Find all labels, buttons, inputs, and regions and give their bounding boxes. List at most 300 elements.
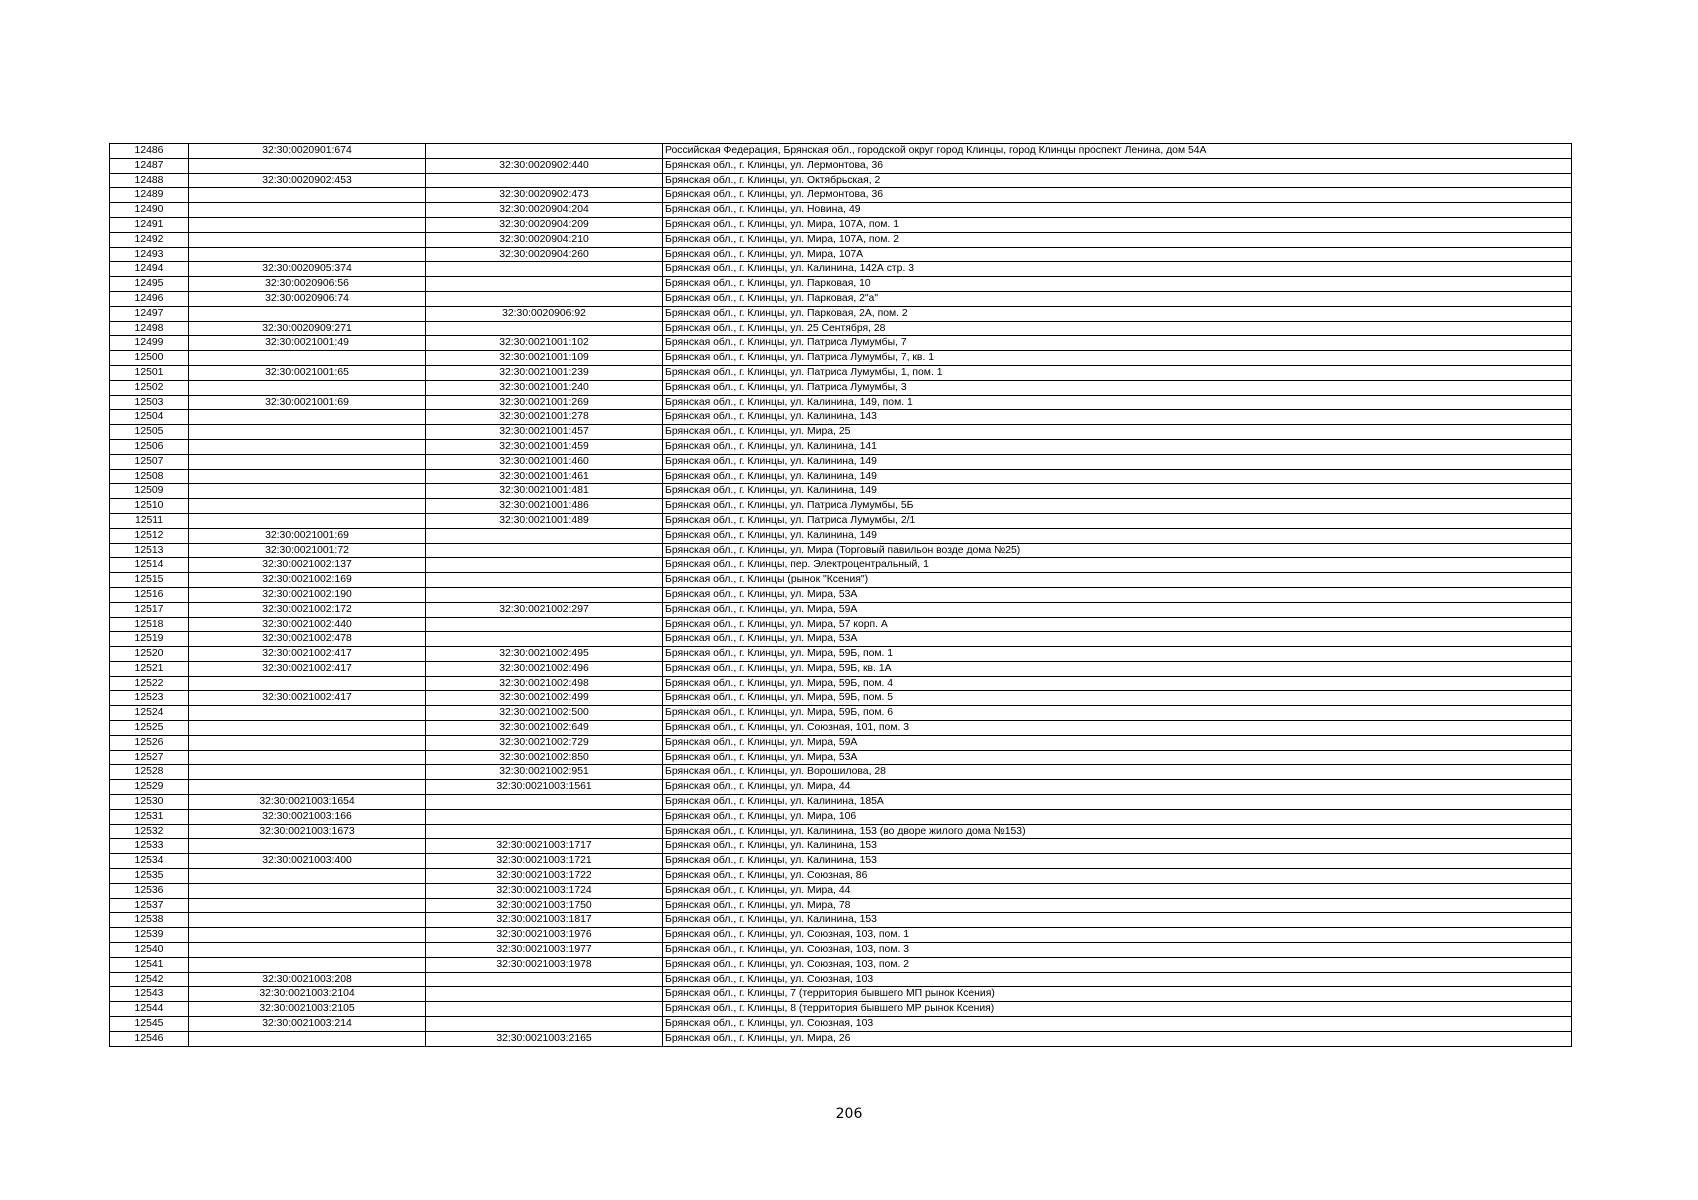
address-cell: Брянская обл., г. Клинцы, ул. Калинина, 149 — [663, 469, 1572, 484]
cadastral-number-cell — [189, 735, 426, 750]
table-row — [110, 750, 1572, 765]
cadastral-number-cell: 32:30:0021002:495 — [426, 647, 663, 662]
address-cell: Брянская обл., г. Клинцы, ул. Калинина, 149 — [663, 454, 1572, 469]
row-number-cell: 12508 — [110, 469, 189, 484]
row-number-cell: 12514 — [110, 558, 189, 573]
cadastral-number-cell: 32:30:0021002:498 — [426, 676, 663, 691]
row-number-cell: 12534 — [110, 854, 189, 869]
address-cell: Брянская обл., г. Клинцы, ул. Парковая, 2"а" — [663, 291, 1572, 306]
row-number-cell: 12499 — [110, 336, 189, 351]
cadastral-number-cell: 32:30:0021003:2165 — [426, 1031, 663, 1046]
cadastral-number-cell: 32:30:0021001:239 — [426, 365, 663, 380]
cadastral-number-cell — [426, 1017, 663, 1032]
cadastral-number-cell — [426, 972, 663, 987]
row-number-cell: 12521 — [110, 661, 189, 676]
cadastral-number-cell — [189, 410, 426, 425]
row-number-cell: 12494 — [110, 262, 189, 277]
cadastral-number-cell: 32:30:0021002:417 — [189, 647, 426, 662]
cadastral-number-cell: 32:30:0021003:2104 — [189, 987, 426, 1002]
address-cell: Брянская обл., г. Клинцы, ул. Мира, 78 — [663, 898, 1572, 913]
row-number-cell: 12490 — [110, 203, 189, 218]
row-number-cell: 12492 — [110, 232, 189, 247]
cadastral-number-cell: 32:30:0020902:473 — [426, 188, 663, 203]
table-row — [110, 795, 1572, 810]
table-row — [110, 543, 1572, 558]
table-row — [110, 1017, 1572, 1032]
cadastral-number-cell — [189, 158, 426, 173]
cadastral-number-cell: 32:30:0020906:92 — [426, 306, 663, 321]
cadastral-number-cell: 32:30:0021001:269 — [426, 395, 663, 410]
address-cell: Брянская обл., г. Клинцы, ул. Патриса Лумумбы, 3 — [663, 380, 1572, 395]
cadastral-number-cell: 32:30:0021003:1654 — [189, 795, 426, 810]
row-number-cell: 12524 — [110, 706, 189, 721]
row-number-cell: 12500 — [110, 351, 189, 366]
address-cell: Брянская обл., г. Клинцы, ул. Мира, 59А — [663, 602, 1572, 617]
registry-table — [109, 143, 1572, 1047]
row-number-cell: 12539 — [110, 928, 189, 943]
cadastral-number-cell — [189, 706, 426, 721]
cadastral-number-cell — [426, 528, 663, 543]
table-row — [110, 573, 1572, 588]
cadastral-number-cell: 32:30:0021002:478 — [189, 632, 426, 647]
table-row — [110, 780, 1572, 795]
table-row — [110, 188, 1572, 203]
table-row — [110, 395, 1572, 410]
cadastral-number-cell — [426, 173, 663, 188]
address-cell: Брянская обл., г. Клинцы, ул. Парковая, 10 — [663, 277, 1572, 292]
address-cell: Брянская обл., г. Клинцы, ул. Мира, 107А — [663, 247, 1572, 262]
cadastral-number-cell: 32:30:0021001:278 — [426, 410, 663, 425]
row-number-cell: 12506 — [110, 439, 189, 454]
table-row — [110, 277, 1572, 292]
cadastral-number-cell: 32:30:0021001:49 — [189, 336, 426, 351]
table-row — [110, 928, 1572, 943]
table-row — [110, 957, 1572, 972]
table-row — [110, 291, 1572, 306]
row-number-cell: 12512 — [110, 528, 189, 543]
row-number-cell: 12501 — [110, 365, 189, 380]
cadastral-number-cell — [426, 543, 663, 558]
row-number-cell: 12536 — [110, 883, 189, 898]
address-cell: Брянская обл., г. Клинцы, ул. Мира (Торговый павильон возде дома №25) — [663, 543, 1572, 558]
cadastral-number-cell — [189, 839, 426, 854]
row-number-cell: 12486 — [110, 144, 189, 159]
cadastral-number-cell — [189, 306, 426, 321]
table-row — [110, 262, 1572, 277]
cadastral-number-cell — [189, 351, 426, 366]
table-row — [110, 380, 1572, 395]
row-number-cell: 12513 — [110, 543, 189, 558]
page-number: 206 — [835, 1106, 863, 1122]
row-number-cell: 12489 — [110, 188, 189, 203]
cadastral-number-cell — [189, 380, 426, 395]
cadastral-number-cell: 32:30:0021001:461 — [426, 469, 663, 484]
cadastral-number-cell — [189, 957, 426, 972]
address-cell: Брянская обл., г. Клинцы, ул. Калинина, 185А — [663, 795, 1572, 810]
row-number-cell: 12544 — [110, 1002, 189, 1017]
address-cell: Брянская обл., г. Клинцы, ул. Мира, 53А — [663, 587, 1572, 602]
address-cell: Брянская обл., г. Клинцы, ул. Калинина, 153 — [663, 839, 1572, 854]
address-cell: Брянская обл., г. Клинцы, ул. Мира, 57 корп. А — [663, 617, 1572, 632]
table-row — [110, 499, 1572, 514]
row-number-cell: 12522 — [110, 676, 189, 691]
row-number-cell: 12509 — [110, 484, 189, 499]
row-number-cell: 12493 — [110, 247, 189, 262]
cadastral-number-cell: 32:30:0021001:69 — [189, 395, 426, 410]
table-row — [110, 809, 1572, 824]
cadastral-number-cell: 32:30:0021003:1750 — [426, 898, 663, 913]
table-row — [110, 839, 1572, 854]
cadastral-number-cell — [189, 883, 426, 898]
table-row — [110, 587, 1572, 602]
table-row — [110, 454, 1572, 469]
address-cell: Брянская обл., г. Клинцы, ул. Мира, 59Б, пом. 5 — [663, 691, 1572, 706]
table-row — [110, 602, 1572, 617]
cadastral-number-cell: 32:30:0021002:190 — [189, 587, 426, 602]
address-cell: Брянская обл., г. Клинцы, ул. Мира, 59Б, пом. 1 — [663, 647, 1572, 662]
cadastral-number-cell: 32:30:0021001:486 — [426, 499, 663, 514]
address-cell: Брянская обл., г. Клинцы, ул. Ворошилова, 28 — [663, 765, 1572, 780]
table-row — [110, 735, 1572, 750]
row-number-cell: 12538 — [110, 913, 189, 928]
cadastral-number-cell: 32:30:0021003:1561 — [426, 780, 663, 795]
cadastral-number-cell: 32:30:0020902:440 — [426, 158, 663, 173]
table-row — [110, 632, 1572, 647]
cadastral-number-cell: 32:30:0021003:1817 — [426, 913, 663, 928]
address-cell: Брянская обл., г. Клинцы, ул. Калинина, 153 — [663, 913, 1572, 928]
address-cell: Брянская обл., г. Клинцы, ул. Калинина, 149 — [663, 528, 1572, 543]
table-row — [110, 898, 1572, 913]
table-row — [110, 647, 1572, 662]
cadastral-number-cell: 32:30:0021003:1673 — [189, 824, 426, 839]
address-cell: Брянская обл., г. Клинцы, ул. Калинина, 149, пом. 1 — [663, 395, 1572, 410]
address-cell: Брянская обл., г. Клинцы, ул. Мира, 44 — [663, 883, 1572, 898]
address-cell: Брянская обл., г. Клинцы, ул. Калинина, 153 — [663, 854, 1572, 869]
cadastral-number-cell — [189, 499, 426, 514]
cadastral-number-cell: 32:30:0021002:649 — [426, 721, 663, 736]
cadastral-number-cell: 32:30:0020905:374 — [189, 262, 426, 277]
table-row — [110, 439, 1572, 454]
table-row — [110, 173, 1572, 188]
address-cell: Брянская обл., г. Клинцы, ул. Патриса Лумумбы, 5Б — [663, 499, 1572, 514]
cadastral-number-cell — [426, 809, 663, 824]
table-row — [110, 144, 1572, 159]
row-number-cell: 12545 — [110, 1017, 189, 1032]
cadastral-number-cell: 32:30:0021003:208 — [189, 972, 426, 987]
address-cell: Брянская обл., г. Клинцы, ул. Мира, 59Б, пом. 6 — [663, 706, 1572, 721]
address-cell: Брянская обл., г. Клинцы, ул. Мира, 25 — [663, 425, 1572, 440]
cadastral-number-cell: 32:30:0021001:109 — [426, 351, 663, 366]
row-number-cell: 12523 — [110, 691, 189, 706]
row-number-cell: 12497 — [110, 306, 189, 321]
cadastral-number-cell — [426, 1002, 663, 1017]
cadastral-number-cell: 32:30:0021003:1717 — [426, 839, 663, 854]
address-cell: Брянская обл., г. Клинцы, ул. Мира, 59Б, кв. 1А — [663, 661, 1572, 676]
cadastral-number-cell — [189, 750, 426, 765]
cadastral-number-cell — [426, 824, 663, 839]
table-row — [110, 425, 1572, 440]
cadastral-number-cell: 32:30:0020906:74 — [189, 291, 426, 306]
cadastral-number-cell — [189, 676, 426, 691]
table-row — [110, 721, 1572, 736]
row-number-cell: 12505 — [110, 425, 189, 440]
cadastral-number-cell: 32:30:0021002:169 — [189, 573, 426, 588]
cadastral-number-cell: 32:30:0021002:496 — [426, 661, 663, 676]
cadastral-number-cell: 32:30:0021001:460 — [426, 454, 663, 469]
cadastral-number-cell: 32:30:0021003:1722 — [426, 869, 663, 884]
row-number-cell: 12498 — [110, 321, 189, 336]
cadastral-number-cell: 32:30:0021002:850 — [426, 750, 663, 765]
cadastral-number-cell: 32:30:0021002:297 — [426, 602, 663, 617]
cadastral-number-cell: 32:30:0021002:417 — [189, 661, 426, 676]
table-row — [110, 691, 1572, 706]
table-row — [110, 365, 1572, 380]
address-cell: Брянская обл., г. Клинцы, ул. Парковая, 2А, пом. 2 — [663, 306, 1572, 321]
address-cell: Брянская обл., г. Клинцы, ул. Калинина, 142А стр. 3 — [663, 262, 1572, 277]
cadastral-number-cell: 32:30:0021002:729 — [426, 735, 663, 750]
row-number-cell: 12535 — [110, 869, 189, 884]
cadastral-number-cell — [426, 795, 663, 810]
cadastral-number-cell: 32:30:0020904:209 — [426, 217, 663, 232]
table-row — [110, 528, 1572, 543]
row-number-cell: 12533 — [110, 839, 189, 854]
table-row — [110, 410, 1572, 425]
row-number-cell: 12491 — [110, 217, 189, 232]
cadastral-number-cell — [426, 262, 663, 277]
address-cell: Брянская обл., г. Клинцы, ул. Калинина, 141 — [663, 439, 1572, 454]
cadastral-number-cell — [189, 425, 426, 440]
row-number-cell: 12525 — [110, 721, 189, 736]
cadastral-number-cell — [426, 573, 663, 588]
cadastral-number-cell: 32:30:0021002:417 — [189, 691, 426, 706]
row-number-cell: 12487 — [110, 158, 189, 173]
address-cell: Брянская обл., г. Клинцы, пер. Электроцентральный, 1 — [663, 558, 1572, 573]
cadastral-number-cell — [426, 632, 663, 647]
table-row — [110, 943, 1572, 958]
table-row — [110, 869, 1572, 884]
table-row — [110, 469, 1572, 484]
cadastral-number-cell: 32:30:0020901:674 — [189, 144, 426, 159]
row-number-cell: 12527 — [110, 750, 189, 765]
address-cell: Брянская обл., г. Клинцы, ул. Новина, 49 — [663, 203, 1572, 218]
table-row — [110, 883, 1572, 898]
cadastral-number-cell: 32:30:0021002:172 — [189, 602, 426, 617]
row-number-cell: 12519 — [110, 632, 189, 647]
table-row — [110, 158, 1572, 173]
cadastral-number-cell — [189, 721, 426, 736]
table-row — [110, 484, 1572, 499]
row-number-cell: 12503 — [110, 395, 189, 410]
address-cell: Брянская обл., г. Клинцы, ул. Мира, 107А, пом. 2 — [663, 232, 1572, 247]
address-cell: Брянская обл., г. Клинцы, ул. Лермонтова, 36 — [663, 188, 1572, 203]
address-cell: Брянская обл., г. Клинцы, ул. Мира, 59Б, пом. 4 — [663, 676, 1572, 691]
table-row — [110, 617, 1572, 632]
address-cell: Брянская обл., г. Клинцы, ул. Союзная, 103, пом. 3 — [663, 943, 1572, 958]
cadastral-number-cell: 32:30:0021003:214 — [189, 1017, 426, 1032]
cadastral-number-cell — [426, 144, 663, 159]
cadastral-number-cell: 32:30:0021003:1978 — [426, 957, 663, 972]
cadastral-number-cell — [426, 587, 663, 602]
address-cell: Брянская обл., г. Клинцы, 8 (территория бывшего МР рынок Ксения) — [663, 1002, 1572, 1017]
address-cell: Брянская обл., г. Клинцы, ул. 25 Сентября, 28 — [663, 321, 1572, 336]
address-cell: Брянская обл., г. Клинцы, ул. Союзная, 101, пом. 3 — [663, 721, 1572, 736]
cadastral-number-cell: 32:30:0021001:457 — [426, 425, 663, 440]
cadastral-number-cell: 32:30:0021001:72 — [189, 543, 426, 558]
address-cell: Брянская обл., г. Клинцы, ул. Союзная, 103 — [663, 972, 1572, 987]
cadastral-number-cell: 32:30:0021003:166 — [189, 809, 426, 824]
address-cell: Брянская обл., г. Клинцы, ул. Калинина, 153 (во дворе жилого дома №153) — [663, 824, 1572, 839]
address-cell: Брянская обл., г. Клинцы, ул. Мира, 26 — [663, 1031, 1572, 1046]
address-cell: Брянская обл., г. Клинцы, ул. Мира, 107А, пом. 1 — [663, 217, 1572, 232]
cadastral-number-cell — [189, 898, 426, 913]
row-number-cell: 12541 — [110, 957, 189, 972]
address-cell: Брянская обл., г. Клинцы, ул. Мира, 106 — [663, 809, 1572, 824]
address-cell: Брянская обл., г. Клинцы, ул. Союзная, 103 — [663, 1017, 1572, 1032]
row-number-cell: 12515 — [110, 573, 189, 588]
cadastral-number-cell — [189, 869, 426, 884]
cadastral-number-cell: 32:30:0021001:459 — [426, 439, 663, 454]
table-row — [110, 336, 1572, 351]
table-row — [110, 1002, 1572, 1017]
row-number-cell: 12488 — [110, 173, 189, 188]
table-row — [110, 232, 1572, 247]
row-number-cell: 12528 — [110, 765, 189, 780]
cadastral-number-cell: 32:30:0021002:500 — [426, 706, 663, 721]
row-number-cell: 12546 — [110, 1031, 189, 1046]
table-row — [110, 203, 1572, 218]
cadastral-number-cell: 32:30:0021002:499 — [426, 691, 663, 706]
cadastral-number-cell: 32:30:0020902:453 — [189, 173, 426, 188]
table-row — [110, 765, 1572, 780]
cadastral-number-cell: 32:30:0021001:102 — [426, 336, 663, 351]
cadastral-number-cell: 32:30:0020904:210 — [426, 232, 663, 247]
cadastral-number-cell: 32:30:0020904:260 — [426, 247, 663, 262]
cadastral-number-cell — [189, 913, 426, 928]
address-cell: Брянская обл., г. Клинцы, ул. Союзная, 103, пом. 1 — [663, 928, 1572, 943]
cadastral-number-cell: 32:30:0020909:271 — [189, 321, 426, 336]
cadastral-number-cell — [426, 321, 663, 336]
address-cell: Брянская обл., г. Клинцы, ул. Калинина, 149 — [663, 484, 1572, 499]
cadastral-number-cell — [189, 765, 426, 780]
address-cell: Брянская обл., г. Клинцы, ул. Мира, 53А — [663, 632, 1572, 647]
cadastral-number-cell: 32:30:0020906:56 — [189, 277, 426, 292]
table-row — [110, 913, 1572, 928]
row-number-cell: 12531 — [110, 809, 189, 824]
cadastral-number-cell — [189, 188, 426, 203]
cadastral-number-cell: 32:30:0020904:204 — [426, 203, 663, 218]
table-row — [110, 247, 1572, 262]
cadastral-number-cell — [189, 484, 426, 499]
row-number-cell: 12504 — [110, 410, 189, 425]
row-number-cell: 12518 — [110, 617, 189, 632]
row-number-cell: 12507 — [110, 454, 189, 469]
cadastral-number-cell — [426, 291, 663, 306]
table-row — [110, 321, 1572, 336]
address-cell: Брянская обл., г. Клинцы, ул. Мира, 59А — [663, 735, 1572, 750]
row-number-cell: 12502 — [110, 380, 189, 395]
address-cell: Брянская обл., г. Клинцы (рынок "Ксения") — [663, 573, 1572, 588]
registry-table-body — [110, 144, 1572, 1047]
row-number-cell: 12516 — [110, 587, 189, 602]
cadastral-number-cell — [426, 558, 663, 573]
cadastral-number-cell: 32:30:0021002:440 — [189, 617, 426, 632]
cadastral-number-cell — [189, 1031, 426, 1046]
address-cell: Брянская обл., г. Клинцы, ул. Патриса Лумумбы, 7, кв. 1 — [663, 351, 1572, 366]
address-cell: Брянская обл., г. Клинцы, 7 (территория бывшего МП рынок Ксения) — [663, 987, 1572, 1002]
cadastral-number-cell: 32:30:0021003:1977 — [426, 943, 663, 958]
cadastral-number-cell — [189, 780, 426, 795]
address-cell: Брянская обл., г. Клинцы, ул. Калинина, 143 — [663, 410, 1572, 425]
cadastral-number-cell — [189, 232, 426, 247]
cadastral-number-cell: 32:30:0021002:137 — [189, 558, 426, 573]
cadastral-number-cell — [189, 203, 426, 218]
cadastral-number-cell — [426, 987, 663, 1002]
address-cell: Брянская обл., г. Клинцы, ул. Патриса Лумумбы, 7 — [663, 336, 1572, 351]
cadastral-number-cell: 32:30:0021003:2105 — [189, 1002, 426, 1017]
cadastral-number-cell: 32:30:0021003:1976 — [426, 928, 663, 943]
table-row — [110, 661, 1572, 676]
row-number-cell: 12542 — [110, 972, 189, 987]
row-number-cell: 12511 — [110, 513, 189, 528]
cadastral-number-cell — [189, 928, 426, 943]
cadastral-number-cell — [189, 439, 426, 454]
address-cell: Брянская обл., г. Клинцы, ул. Союзная, 86 — [663, 869, 1572, 884]
address-cell: Брянская обл., г. Клинцы, ул. Октябрьская, 2 — [663, 173, 1572, 188]
table-row — [110, 676, 1572, 691]
row-number-cell: 12540 — [110, 943, 189, 958]
cadastral-number-cell: 32:30:0021001:65 — [189, 365, 426, 380]
cadastral-number-cell: 32:30:0021003:400 — [189, 854, 426, 869]
cadastral-number-cell: 32:30:0021003:1724 — [426, 883, 663, 898]
row-number-cell: 12495 — [110, 277, 189, 292]
cadastral-number-cell: 32:30:0021001:240 — [426, 380, 663, 395]
cadastral-number-cell — [189, 943, 426, 958]
address-cell: Брянская обл., г. Клинцы, ул. Лермонтова, 36 — [663, 158, 1572, 173]
row-number-cell: 12526 — [110, 735, 189, 750]
cadastral-number-cell: 32:30:0021002:951 — [426, 765, 663, 780]
table-row — [110, 306, 1572, 321]
row-number-cell: 12520 — [110, 647, 189, 662]
table-row — [110, 1031, 1572, 1046]
cadastral-number-cell — [189, 247, 426, 262]
row-number-cell: 12532 — [110, 824, 189, 839]
table-row — [110, 558, 1572, 573]
cadastral-number-cell: 32:30:0021001:69 — [189, 528, 426, 543]
address-cell: Брянская обл., г. Клинцы, ул. Мира, 53А — [663, 750, 1572, 765]
row-number-cell: 12510 — [110, 499, 189, 514]
row-number-cell: 12543 — [110, 987, 189, 1002]
address-cell: Брянская обл., г. Клинцы, ул. Патриса Лумумбы, 2/1 — [663, 513, 1572, 528]
table-row — [110, 972, 1572, 987]
cadastral-number-cell — [189, 513, 426, 528]
row-number-cell: 12529 — [110, 780, 189, 795]
table-row — [110, 351, 1572, 366]
cadastral-number-cell — [426, 277, 663, 292]
cadastral-number-cell — [189, 217, 426, 232]
table-row — [110, 824, 1572, 839]
table-row — [110, 854, 1572, 869]
row-number-cell: 12530 — [110, 795, 189, 810]
cadastral-number-cell: 32:30:0021001:489 — [426, 513, 663, 528]
table-row — [110, 513, 1572, 528]
address-cell: Брянская обл., г. Клинцы, ул. Патриса Лумумбы, 1, пом. 1 — [663, 365, 1572, 380]
row-number-cell: 12517 — [110, 602, 189, 617]
row-number-cell: 12496 — [110, 291, 189, 306]
table-row — [110, 706, 1572, 721]
cadastral-number-cell: 32:30:0021003:1721 — [426, 854, 663, 869]
address-cell: Брянская обл., г. Клинцы, ул. Мира, 44 — [663, 780, 1572, 795]
cadastral-number-cell: 32:30:0021001:481 — [426, 484, 663, 499]
